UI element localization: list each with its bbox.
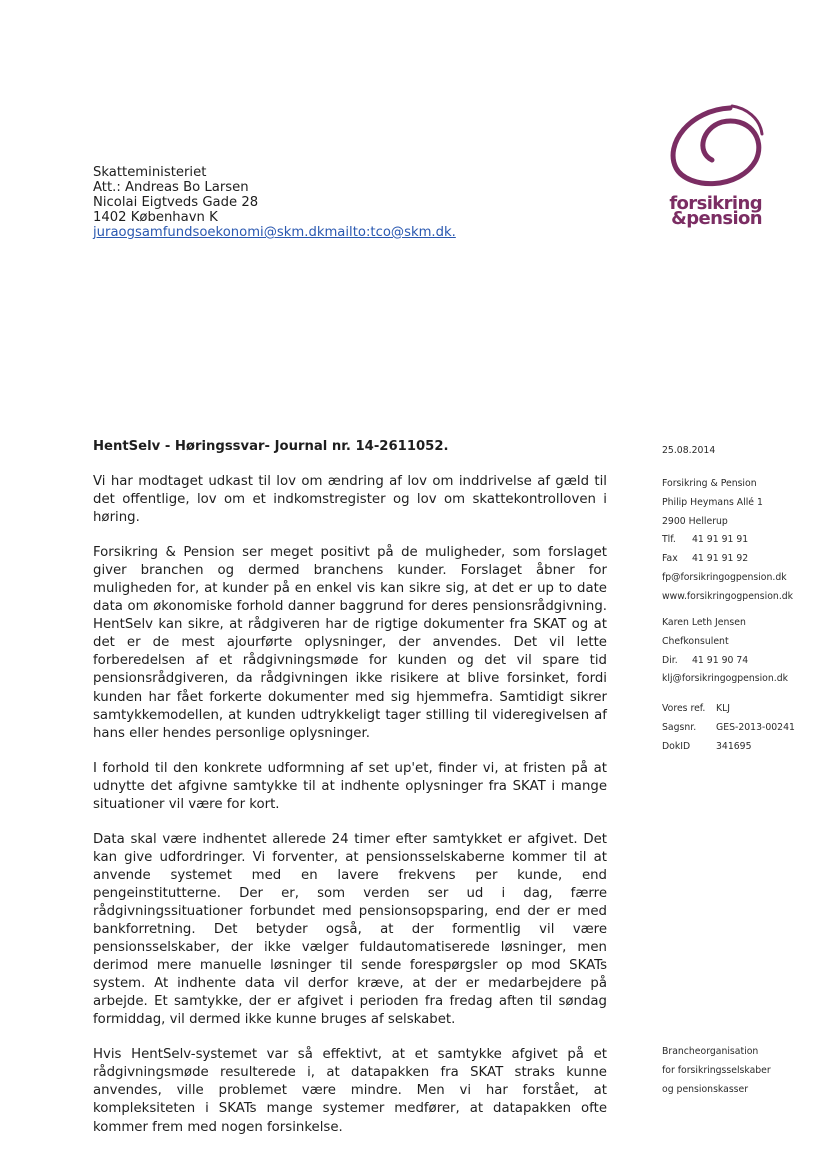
contact-direct-phone: Dir. 41 91 90 74 <box>662 654 749 666</box>
letter-subject: HentSelv - Høringssvar- Journal nr. 14-2611052. <box>93 439 449 454</box>
sender-email-link[interactable]: fp@forsikringogpension.dk <box>662 571 787 583</box>
recipient-email-link[interactable]: juraogsamfundsoekonomi@skm.dkmailto:tco@skm.dk. <box>93 225 456 240</box>
logo-text-forsikring: forsikring <box>669 193 762 214</box>
contact-email-link[interactable]: klj@forsikringogpension.dk <box>662 673 788 685</box>
contact-title: Chefkonsulent <box>662 635 729 647</box>
logo-text-pension: &pension <box>671 208 762 229</box>
sender-fax: Fax 41 91 91 92 <box>662 553 749 565</box>
contact-name: Karen Leth Jensen <box>662 617 746 628</box>
sender-info <box>662 475 793 607</box>
swirl-icon <box>662 104 766 192</box>
sender-org: Forsikring & Pension <box>662 478 757 489</box>
recipient-line: Nicolai Eigtveds Gade 28 <box>93 195 259 210</box>
recipient-address <box>93 165 456 240</box>
ref-row: Sagsnr. GES-2013-00241 <box>662 721 795 733</box>
body-paragraph: Vi har modtaget udkast til lov om ændring af lov om inddrivelse af gæld til det offentlige, lov om et indkomstregister og lov om skattekontrolloven i høring. <box>93 474 607 526</box>
reference-info <box>662 700 795 756</box>
body-paragraph: Hvis HentSelv-systemet var så effektivt, at et samtykke afgivet på et rådgivningsmøde resulterede i, at datapakken fra SKAT straks kunne anvendes, ville problemet være mindre. Men vi har forstået, at kompleksiteten i SKATs mange systemer medfører, at datapakken ofte kommer frem med nogen forsinkelse. <box>93 1047 607 1135</box>
footer-line: for forsikringsselskaber <box>662 1064 771 1076</box>
body-paragraph: Forsikring & Pension ser meget positivt på de muligheder, som forslaget giver branchen og dermed branchens kunder. Forslaget åbner for muligheden for, at kunder på en enkel vis kan sikre sig, at det er up to date data om økonomiske forhold danner baggrund for deres pensionsrådgivning. HentSelv kan sikre, at rådgiveren har de rigtige dokumenter fra SKAT og at det er de mest ajourførte oplysninger, der anvendes. Det vil lette forberedelsen af et rådgivningsmøde for kunden og det vil spare tid pensionsrådgiveren, da rådgivningen ikke risikere at blive forsinket, fordi kunden har fået forkerte dokumenter med sig hjemmefra. Samtidigt sikrer samtykkemodellen, at kunden udtrykkeligt tager stilling til videregivelsen af hans eller hendes personlige oplysninger. <box>93 545 607 741</box>
footer-line: og pensionskasser <box>662 1083 749 1095</box>
body-paragraph: I forhold til den konkrete udformning af set up'et, finder vi, at fristen på at udnytte det afgivne samtykke til at indhente oplysninger fra SKAT i mange situationer vil være for kort. <box>93 760 607 812</box>
footer-tagline <box>662 1043 771 1099</box>
letter-date: 25.08.2014 <box>662 445 716 456</box>
sender-city: 2900 Hellerup <box>662 515 728 527</box>
contact-info <box>662 614 788 689</box>
body-paragraph: Data skal være indhentet allerede 24 timer efter samtykket er afgivet. Det kan give udfordringer. Vi forventer, at pensionsselskaberne kommer til at anvende systemet med en lavere frekvens per kunde, end pengeinstitutterne. Der er, som verden ser ud i dag, færre rådgivningssituationer forbundet med pensionsopsparing, end der er med bankforretning. Det betyder også, at der formentlig vil være pensionsselskaber, der ikke vælger fuldautomatiserede løsninger, men derimod mere manuelle løsninger til sende forespørgsler op mod SKATs system. At indhente data vil derfor kræve, at der er medarbejdere på arbejde. Et samtykke, der er afgivet i perioden fra fredag aften til søndag formiddag, vil dermed ikke kunne bruges af selskabet. <box>93 831 607 1028</box>
recipient-line: Skatteministeriet <box>93 165 207 180</box>
company-logo <box>656 104 768 234</box>
letter-body <box>93 473 607 1154</box>
recipient-line: 1402 København K <box>93 210 218 225</box>
sender-phone: Tlf. 41 91 91 91 <box>662 534 749 546</box>
sender-website-link[interactable]: www.forsikringogpension.dk <box>662 590 794 602</box>
ref-row: Vores ref. KLJ <box>662 703 731 714</box>
ref-row: DokID 341695 <box>662 740 752 752</box>
footer-line: Brancheorganisation <box>662 1046 759 1057</box>
recipient-line: Att.: Andreas Bo Larsen <box>93 180 249 195</box>
sender-street: Philip Heymans Allé 1 <box>662 496 763 508</box>
